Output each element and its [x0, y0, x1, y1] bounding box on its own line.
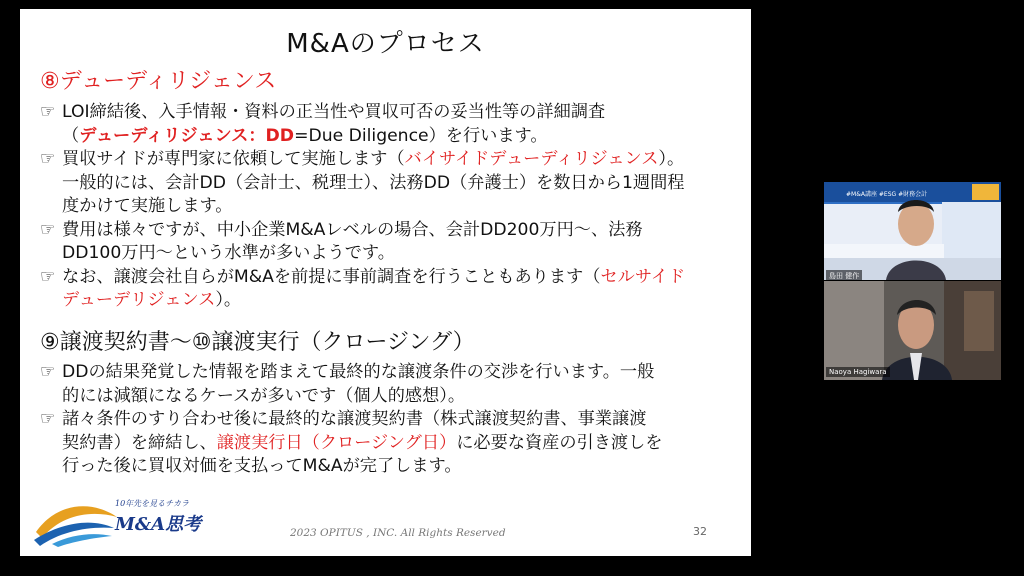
highlight-text: セルサイド: [600, 266, 686, 287]
bullet-item: ☞ 諸々条件のすり合わせ後に最終的な譲渡契約書（株式譲渡契約書、事業譲渡 契約書）を締結し、譲渡実行日（クロージング日）に必要な資産の引き渡しを 行った後に買収対価を支払ってM&Aが完了します。: [40, 408, 740, 479]
pointing-hand-icon: ☞: [40, 266, 56, 287]
bullet-item: ☞ 費用は様々ですが、中小企業M&Aレベルの場合、会計DD200万円～、法務 DD100万円～という水準が多いようです。: [40, 219, 740, 266]
participant-video-tile[interactable]: [824, 281, 1001, 380]
slide-title: M&Aのプロセス: [286, 29, 485, 59]
bullet-item: ☞ DDの結果発覚した情報を踏まえて最終的な譲渡条件の交渉を行います。一般 的には減額になるケースが多いです（個人的感想）。: [40, 361, 740, 408]
slide-page-number: 32: [693, 525, 707, 538]
pointing-hand-icon: ☞: [40, 149, 56, 169]
section-heading-closing: ⑨譲渡契約書～⑩譲渡実行（クロージング）: [40, 330, 475, 355]
section-heading-due-diligence: ⑧デューディリジェンス: [40, 69, 277, 94]
pointing-hand-icon: ☞: [40, 219, 56, 240]
pointing-hand-icon: ☞: [40, 102, 56, 122]
logo-wordmark: M&A思考: [115, 514, 202, 535]
pointing-hand-icon: ☞: [40, 362, 56, 382]
highlight-text: バイサイドデューディリジェンス: [404, 149, 659, 169]
section1-body: [40, 101, 740, 313]
logo-tagline: 10年先を見るチカラ: [115, 499, 190, 508]
bullet-item: ☞ なお、譲渡会社自らがM&Aを前提に事前調査を行うこともあります（セルサイド デューデリジェンス）。: [40, 266, 740, 313]
section2-body: [40, 361, 740, 479]
pointing-hand-icon: ☞: [40, 409, 56, 429]
presentation-slide: [20, 9, 751, 556]
bullet-item: ☞ LOI締結後、入手情報・資料の正当性や買収可否の妥当性等の詳細調査 （デューディリジェンス：DD=Due Diligence）を行います。: [40, 101, 740, 148]
highlight-text: デューディリジェンス：DD: [79, 125, 295, 146]
bullet-item: ☞ 買収サイドが専門家に依頼して実施します（バイサイドデューディリジェンス）。 一般的には、会計DD（会計士、税理士）、法務DD（弁護士）を数日から1週間程 度かけて実施します。: [40, 148, 740, 219]
highlight-text: 譲渡実行日（クロージング日）: [216, 432, 457, 453]
slide-footer-copyright: 2023 OPITUS , INC. All Rights Reserved: [290, 527, 506, 539]
video-feed-attendee: [824, 281, 1001, 380]
highlight-text: デューデリジェンス: [62, 290, 216, 310]
participant-video-tile[interactable]: [824, 182, 1001, 280]
banner-hashtags: #M&A講座 #ESG #財務会計: [846, 191, 928, 198]
participant-name-label: 島田 健作: [826, 270, 862, 280]
participant-name-label: Naoya Hagiwara: [826, 367, 890, 377]
